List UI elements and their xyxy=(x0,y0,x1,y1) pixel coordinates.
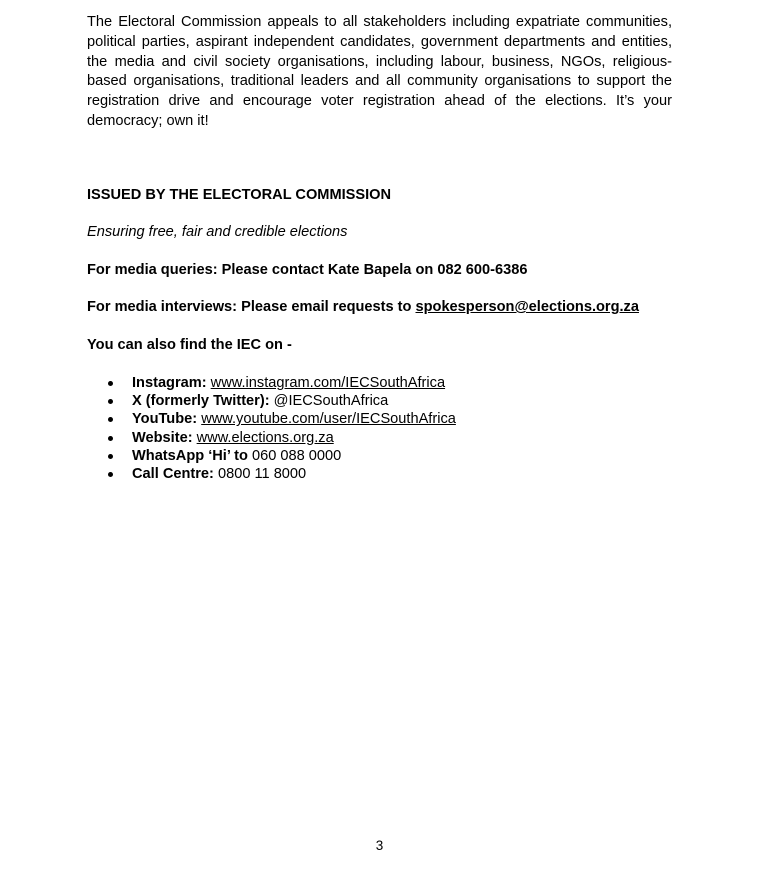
contact-label: YouTube: xyxy=(132,411,198,428)
intro-paragraph: The Electoral Commission appeals to all stakeholders including expatriate communities, political parties, aspirant independent candidates, government departments and entities, the media and civil society organisations, including labour, business, NGOs, religious-based organisations, traditional leaders and all community organisations to support the registration drive and encourage voter registration ahead of the elections. It’s your democracy; own it! xyxy=(87,14,672,129)
youtube-link[interactable]: www.youtube.com/user/IECSouthAfrica xyxy=(201,411,456,428)
bullet-icon xyxy=(108,454,113,459)
twitter-handle: @IECSouthAfrica xyxy=(273,393,389,410)
bullet-icon xyxy=(108,417,113,422)
find-iec-heading: You can also find the IEC on - xyxy=(87,337,292,353)
page-number: 3 xyxy=(375,838,384,853)
issued-by-heading: ISSUED BY THE ELECTORAL COMMISSION xyxy=(87,187,392,203)
website-link[interactable]: www.elections.org.za xyxy=(196,429,334,446)
contact-list xyxy=(87,374,456,483)
contact-label: Website: xyxy=(132,429,193,446)
contact-item-instagram xyxy=(87,374,456,392)
contact-label: WhatsApp ‘Hi’ to xyxy=(132,447,248,464)
instagram-link[interactable]: www.instagram.com/IECSouthAfrica xyxy=(210,375,446,391)
contact-label: Instagram: xyxy=(132,375,207,391)
bullet-icon xyxy=(108,381,113,386)
bullet-icon xyxy=(108,399,113,404)
bullet-icon xyxy=(108,472,113,477)
contact-item-call-centre xyxy=(87,465,456,483)
contact-item-whatsapp xyxy=(87,447,456,465)
contact-label: X (formerly Twitter): xyxy=(132,393,270,410)
whatsapp-number: 060 088 0000 xyxy=(252,447,342,464)
contact-label: Call Centre: xyxy=(132,466,214,483)
bullet-icon xyxy=(108,436,113,441)
contact-item-website xyxy=(87,429,456,447)
spokesperson-email-link[interactable]: spokesperson@elections.org.za xyxy=(415,299,639,315)
media-interviews-line xyxy=(87,298,639,316)
media-interviews-label: For media interviews: Please email requests to xyxy=(87,299,416,315)
media-queries-line: For media queries: Please contact Kate Bapela on 082 600-6386 xyxy=(87,262,528,278)
contact-item-x-twitter xyxy=(87,392,456,410)
call-centre-number: 0800 11 8000 xyxy=(217,466,307,483)
tagline: Ensuring free, fair and credible elections xyxy=(87,224,348,240)
contact-item-youtube xyxy=(87,410,456,428)
